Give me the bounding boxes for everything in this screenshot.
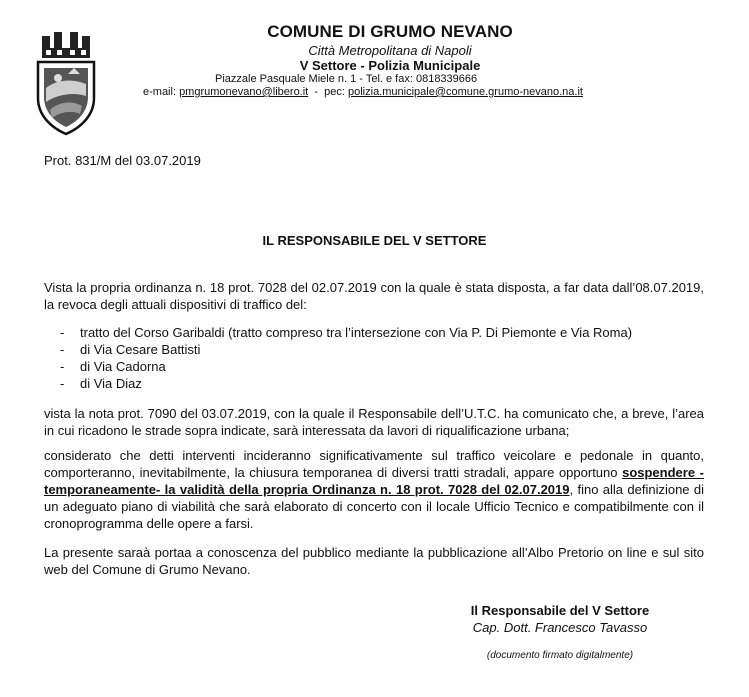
digital-signature-note: (documento firmato digitalmente) [486,650,634,661]
document-heading: IL RESPONSABILE DEL V SETTORE [262,233,487,248]
pec-label: - pec: [308,86,348,98]
list-item [60,375,720,392]
bullet-dash: - [60,376,65,391]
paragraph-ordinanza: Vista la propria ordinanza n. 18 prot. 7028 del 02.07.2019 con la quale è stata disposta, a far data dall’08.07.2019, la revoca degli attuali dispositivi di traffico del: [44,280,704,312]
list-item-text: di Via Diaz [80,376,142,391]
considerato-text-end: , fino alla definizione di un adeguato piano di viabilità che sarà elaborato di concerto con il locale Ufficio Tecnico e compatibilmente con il cronoprogramma delle opere a farsi. [44,482,705,531]
considerato-text: considerato che detti interventi incideranno significativamente sul traffico veicolare e pedonale in quanto, comporteranno, inevitabilmente, la chiusura temporanea di diversi tratti stradali, appare opportuno [44,448,704,480]
settore-label: V Settore - Polizia Municipale [299,58,481,73]
sospensione-emphasis: sospendere -temporaneamente- la validità della propria Ordinanza n. 18 prot. 7028 del 02.07.2019 [44,465,704,497]
list-item-text: tratto del Corso Garibaldi (tratto compreso tra l’intersezione con Via P. Di Piemonte e Via Roma) [80,325,633,340]
signature-name: Cap. Dott. Francesco Tavasso [472,620,648,635]
municipal-crest-icon [28,28,104,136]
comune-title: COMUNE DI GRUMO NEVANO [267,22,513,41]
comune-subtitle: Città Metropolitana di Napoli [308,43,472,58]
paragraph-pubblicazione: La presente saraà portaa a conoscenza del pubblico mediante la pubblicazione all’Albo Pretorio on line e sul sito web del Comune di Grumo Nevano. [44,545,704,577]
bullet-dash: - [60,342,65,357]
list-item-text: di Via Cesare Battisti [80,342,201,357]
list-item [60,358,720,375]
pec-link[interactable]: polizia.municipale@comune.grumo-nevano.na.it [348,86,583,98]
protocol-number: Prot. 831/M del 03.07.2019 [44,153,201,168]
address-line: Piazzale Pasquale Miele n. 1 - Tel. e fax: 0818339666 [215,73,478,85]
bullet-dash: - [60,359,65,374]
list-item [60,324,720,341]
street-list [60,324,720,392]
email-link[interactable]: pmgrumonevano@libero.it [179,86,309,98]
bullet-dash: - [60,325,65,340]
email-label: e-mail: [143,86,180,98]
signature-role: Il Responsabile del V Settore [470,603,650,618]
paragraph-considerato [44,447,704,532]
list-item [60,341,720,358]
list-item-text: di Via Cadorna [80,359,166,374]
contact-line [143,86,643,98]
paragraph-nota: vista la nota prot. 7090 del 03.07.2019, con la quale il Responsabile dell’U.T.C. ha comunicato che, a breve, l’area in cui ricadono le strade sopra indicate, sarà interessata da lavori di riqualificazione urbana; [44,406,704,438]
